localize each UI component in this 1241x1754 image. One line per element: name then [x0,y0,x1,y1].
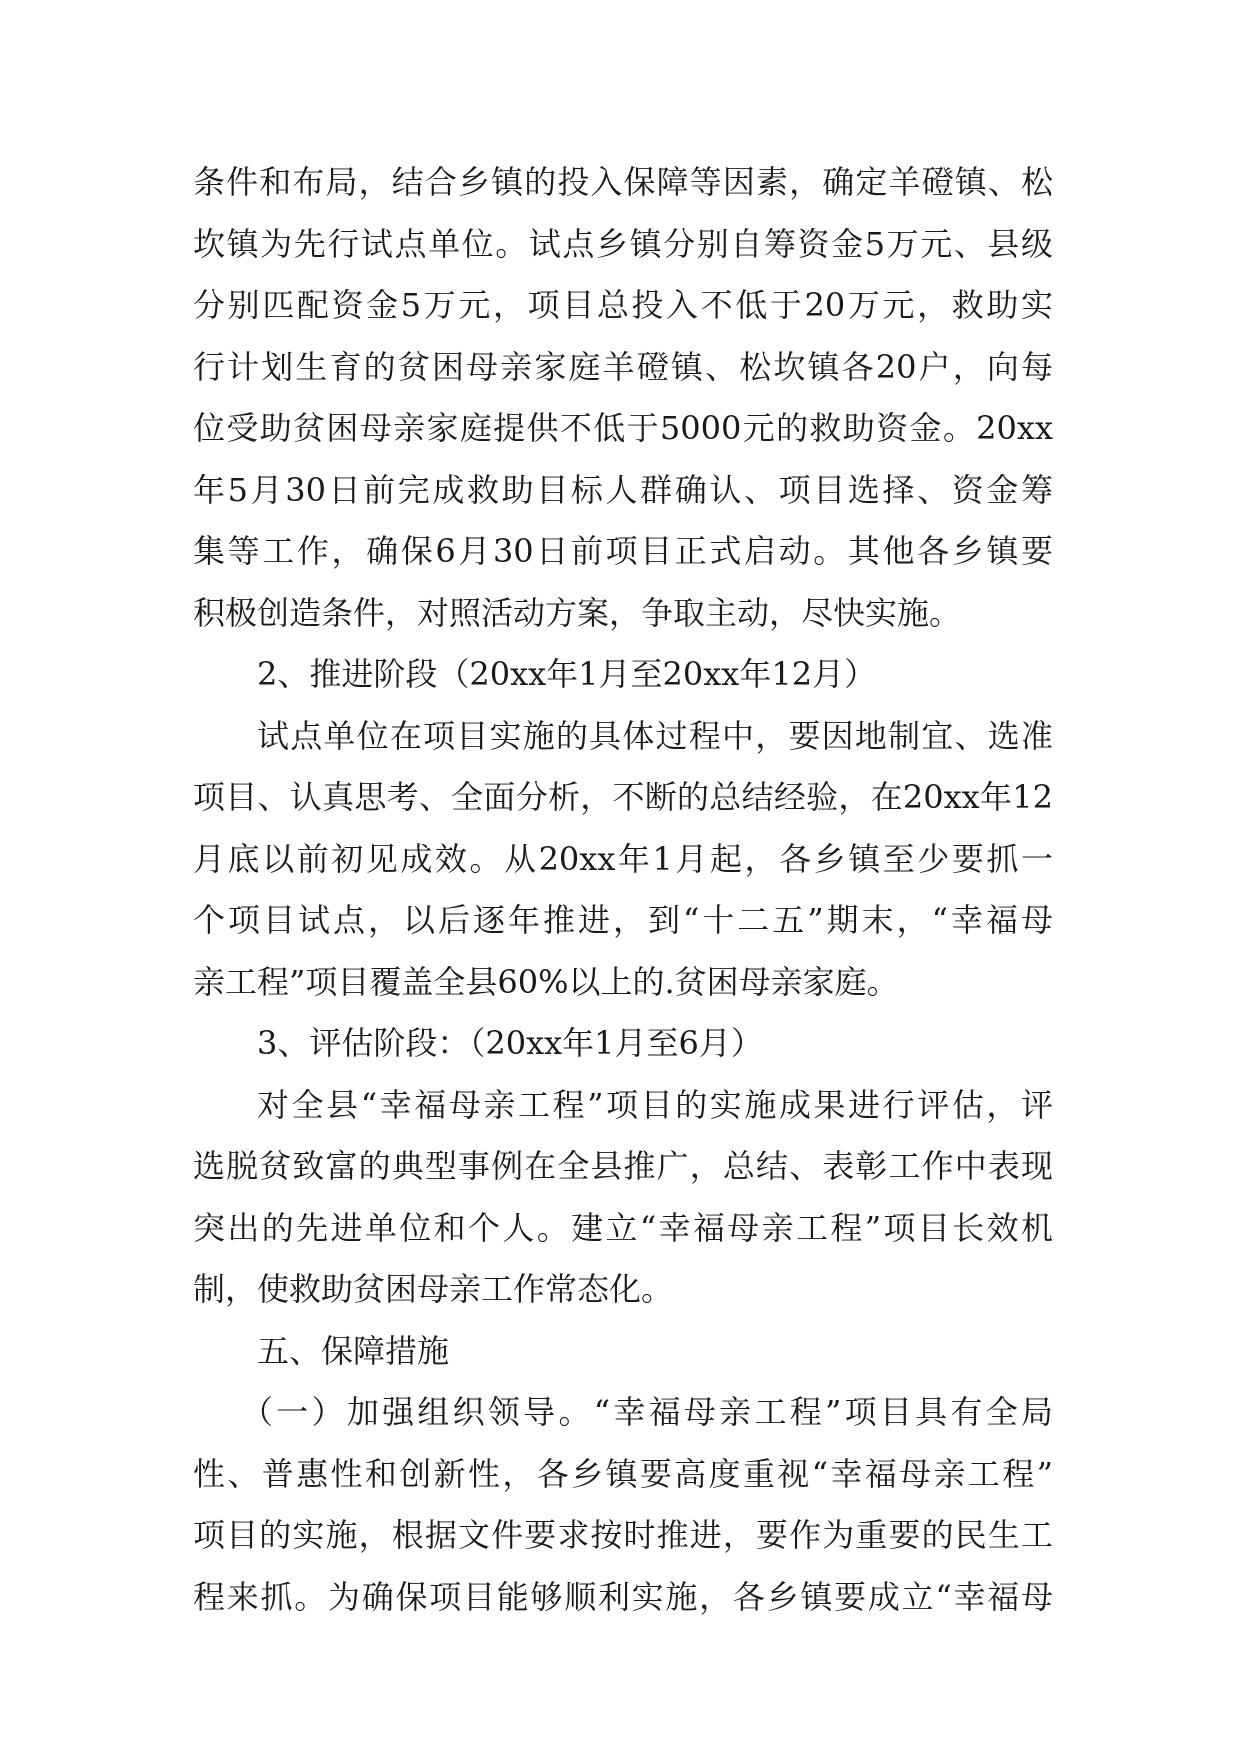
text-line: 制，使救助贫困母亲工作常态化。 [193,1270,674,1308]
text-line: 对全县“幸福母亲工程”项目的实施成果进行评估，评 [257,1085,1053,1124]
text-line: 试点单位在项目实施的具体过程中，要因地制宜、选准 [257,716,1053,755]
text-line: 年5月30日前完成救助目标人群确认、项目选择、资金筹 [193,470,1053,509]
document-body [193,152,1053,1628]
text-line: 选脱贫致富的典型事例在全县推广，总结、表彰工作中表现 [193,1147,1053,1185]
text-line: （一）加强组织领导。“幸福母亲工程”项目具有全局 [241,1393,1053,1431]
text-line: 坎镇为先行试点单位。试点乡镇分别自筹资金5万元、县级 [193,224,1053,263]
text-line: 突出的先进单位和个人。建立“幸福母亲工程”项目长效机 [193,1208,1053,1247]
text-line: 分别匹配资金5万元，项目总投入不低于20万元，救助实 [193,286,1053,324]
text-line: 程来抓。为确保项目能够顺利实施，各乡镇要成立“幸福母 [193,1577,1053,1616]
text-line: 积极创造条件，对照活动方案，争取主动，尽快实施。 [193,593,962,632]
text-line: 月底以前初见成效。从20xx年1月起，各乡镇至少要抓一 [193,839,1053,878]
text-line: 行计划生育的贫困母亲家庭羊磴镇、松坎镇各20户，向每 [193,347,1053,386]
section-heading: 3、评估阶段：（20xx年1月至6月） [257,1024,763,1062]
text-line: 项目、认真思考、全面分析，不断的总结经验，在20xx年12 [193,778,1053,816]
text-line: 条件和布局，结合乡镇的投入保障等因素，确定羊磴镇、松 [193,163,1053,201]
text-line: 性、普惠性和创新性，各乡镇要高度重视“幸福母亲工程” [193,1454,1053,1493]
text-line: 项目的实施，根据文件要求按时推进，要作为重要的民生工 [193,1516,1053,1554]
section-heading: 2、推进阶段（20xx年1月至20xx年12月） [257,655,877,693]
text-line: 位受助贫困母亲家庭提供不低于5000元的救助资金。20xx [193,409,1053,447]
section-heading: 五、保障措施 [257,1331,450,1370]
text-line: 个项目试点，以后逐年推进，到“十二五”期末，“幸福母 [193,901,1053,939]
text-line: 亲工程”项目覆盖全县60%以上的.贫困母亲家庭。 [193,962,899,1001]
text-line: 集等工作，确保6月30日前项目正式启动。其他各乡镇要 [193,532,1053,570]
